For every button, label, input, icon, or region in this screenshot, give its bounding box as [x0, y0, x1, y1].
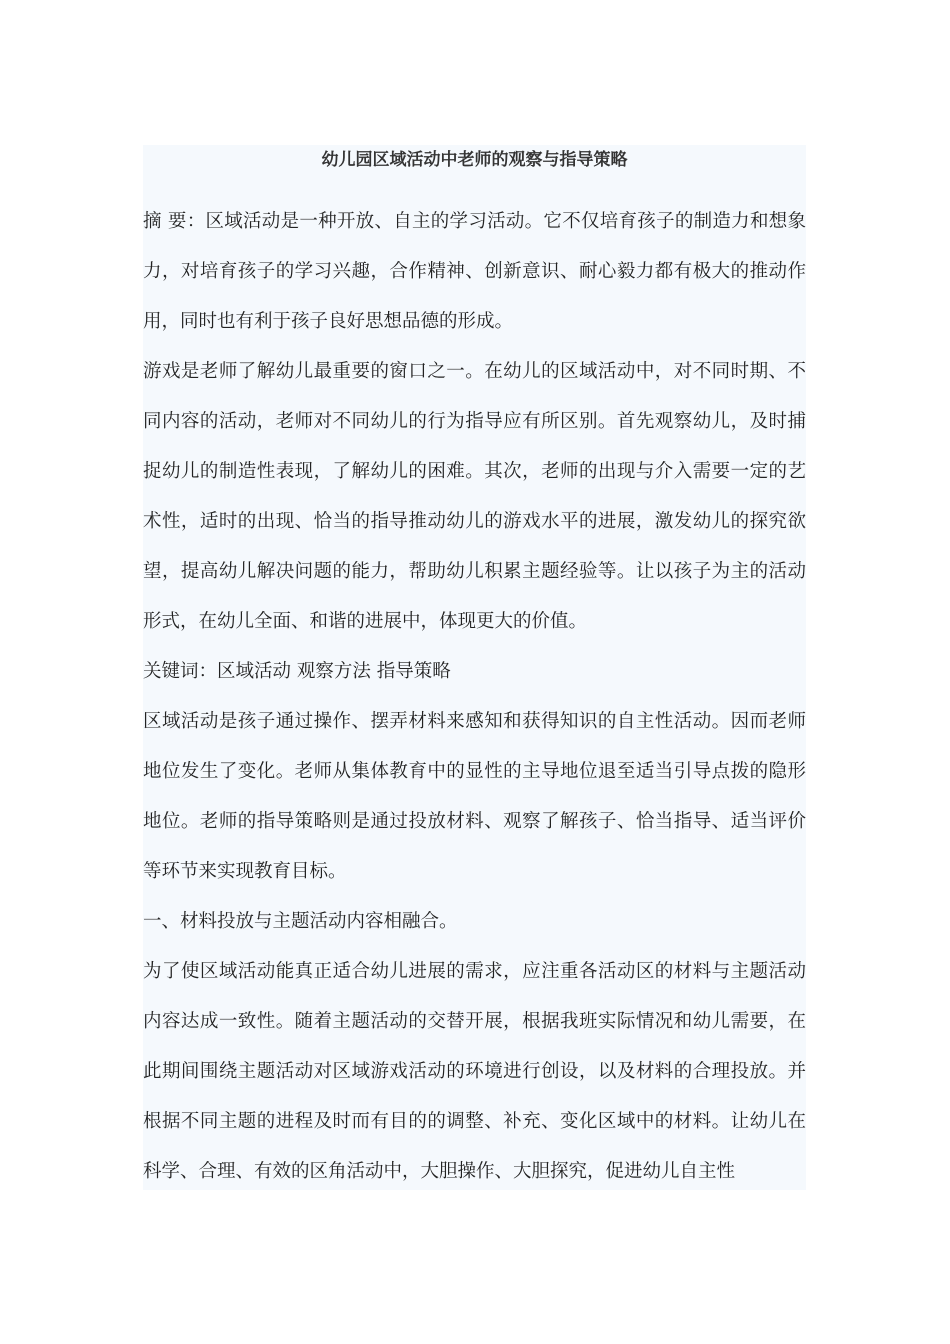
body-paragraph-materials: 为了使区域活动能真正适合幼儿进展的需求，应注重各活动区的材料与主题活动内容达成一致性。随着主题活动的交替开展，根据我班实际情况和幼儿需要，在此期间围绕主题活动对区域游戏活动的环境进行创设，以及材料的合理投放。并根据不同主题的进程及时而有目的的调整、补充、变化区域中的材料。让幼儿在科学、合理、有效的区角活动中，大胆操作、大胆探究，促进幼儿自主性	[143, 961, 806, 1182]
body-paragraph-game: 游戏是老师了解幼儿最重要的窗口之一。在幼儿的区域活动中，对不同时期、不同内容的活动，老师对不同幼儿的行为指导应有所区别。首先观察幼儿，及时捕捉幼儿的制造性表现，了解幼儿的困难。其次，老师的出现与介入需要一定的艺术性，适时的出现、恰当的指导推动幼儿的游戏水平的进展，激发幼儿的探究欲望，提高幼儿解决问题的能力，帮助幼儿积累主题经验等。让以孩子为主的活动形式，在幼儿全面、和谐的进展中，体现更大的价值。	[143, 361, 806, 632]
section-heading-1: 一、材料投放与主题活动内容相融合。	[143, 911, 458, 932]
abstract-paragraph: 摘 要：区域活动是一种开放、自主的学习活动。它不仅培育孩子的制造力和想象力，对培育孩子的学习兴趣，合作精神、创新意识、耐心毅力都有极大的推动作用，同时也有利于孩子良好思想品德的形成。	[143, 211, 806, 332]
document-title: 幼儿园区域活动中老师的观察与指导策略	[321, 150, 628, 170]
document-page	[143, 145, 806, 1190]
keywords-paragraph: 关键词：区域活动 观察方法 指导策略	[143, 661, 451, 682]
body-paragraph-area: 区域活动是孩子通过操作、摆弄材料来感知和获得知识的自主性活动。因而老师地位发生了变化。老师从集体教育中的显性的主导地位退至适当引导点拨的隐形地位。老师的指导策略则是通过投放材料、观察了解孩子、恰当指导、适当评价等环节来实现教育目标。	[143, 711, 806, 882]
